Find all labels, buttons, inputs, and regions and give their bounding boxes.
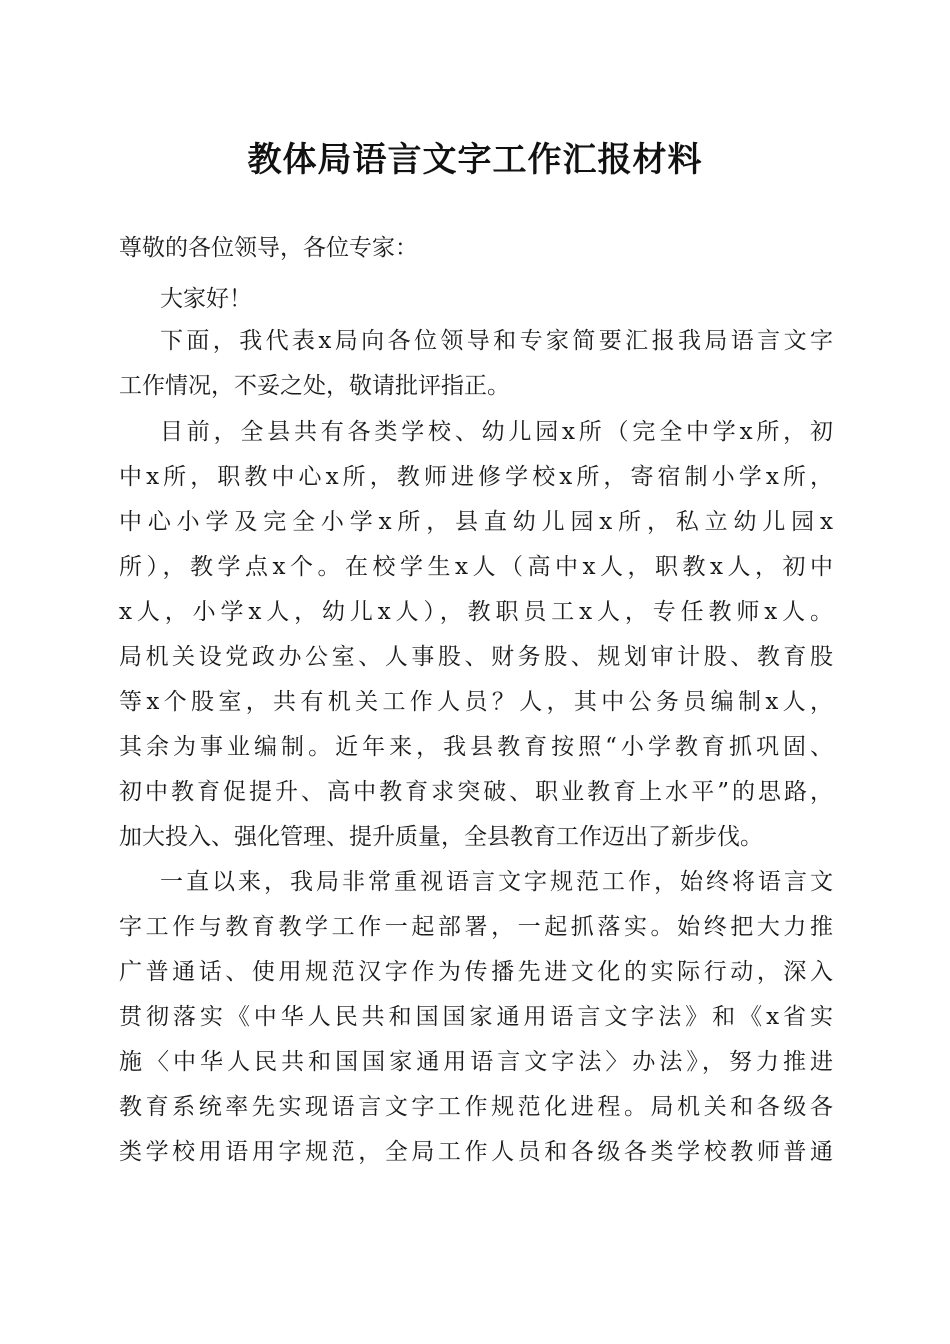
paragraph-line: 下面，我代表x局向各位领导和专家简要汇报我局语言文字 — [160, 328, 833, 354]
paragraph-line: 工作情况，不妥之处，敬请批评指正。 — [119, 373, 510, 399]
paragraph-line: 贯彻落实《中华人民共和国国家通用语言文字法》和《x省实 — [119, 1004, 833, 1030]
greeting-line: 大家好！ — [160, 286, 252, 312]
paragraph-line: 初中教育促提升、高中教育求突破、职业教育上水平”的思路， — [119, 779, 833, 805]
paragraph-line: 教育系统率先实现语言文字工作规范化进程。局机关和各级各 — [119, 1094, 833, 1120]
paragraph-line: 中x所，职教中心x所，教师进修学校x所，寄宿制小学x所， — [119, 464, 833, 490]
paragraph-line: 加大投入、强化管理、提升质量，全县教育工作迈出了新步伐。 — [119, 824, 763, 850]
paragraph-line: 所），教学点x个。在校学生x人（高中x人，职教x人，初中 — [119, 554, 833, 580]
paragraph-line: 类学校用语用字规范，全局工作人员和各级各类学校教师普通 — [119, 1139, 833, 1165]
paragraph-line: 目前，全县共有各类学校、幼儿园x所（完全中学x所，初 — [160, 419, 833, 445]
paragraph-line: 中心小学及完全小学x所，县直幼儿园x所，私立幼儿园x — [119, 509, 833, 535]
paragraph-line: x人，小学x人，幼儿x人），教职员工x人，专任教师x人。 — [119, 599, 833, 625]
paragraph-line: 字工作与教育教学工作一起部署，一起抓落实。始终把大力推 — [119, 914, 833, 940]
paragraph-line: 其余为事业编制。近年来，我县教育按照“小学教育抓巩固、 — [119, 734, 833, 760]
document-title: 教体局语言文字工作汇报材料 — [247, 140, 703, 180]
paragraph-line: 一直以来，我局非常重视语言文字规范工作，始终将语言文 — [160, 869, 833, 895]
salutation-line: 尊敬的各位领导，各位专家： — [119, 235, 418, 261]
paragraph-line: 施〈中华人民共和国国家通用语言文字法〉办法》，努力推进 — [119, 1049, 833, 1075]
paragraph-line: 局机关设党政办公室、人事股、财务股、规划审计股、教育股 — [119, 644, 833, 670]
paragraph-line: 等x个股室，共有机关工作人员？人，其中公务员编制x人， — [119, 689, 833, 715]
paragraph-line: 广普通话、使用规范汉字作为传播先进文化的实际行动，深入 — [119, 959, 833, 985]
